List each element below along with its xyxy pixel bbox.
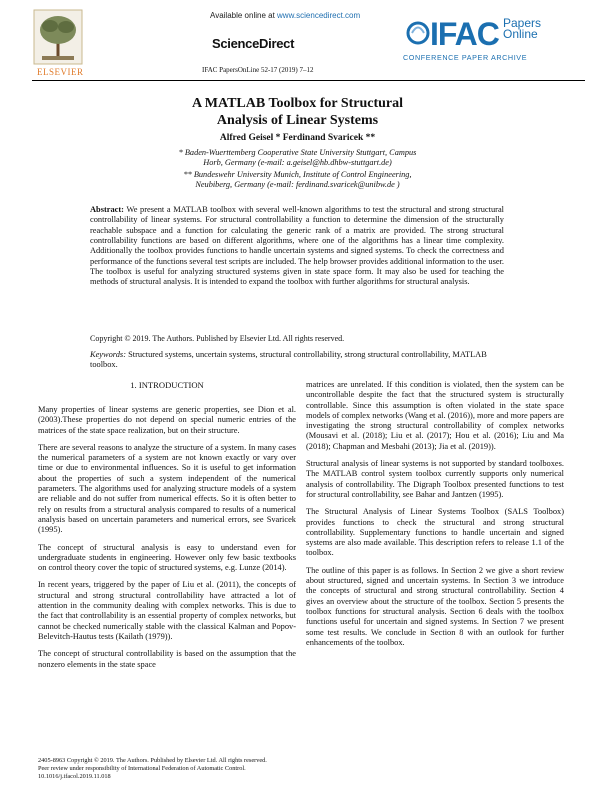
elsevier-wordmark: ELSEVIER xyxy=(37,67,84,77)
paragraph: The outline of this paper is as follows. In Section 2 we give a short review about structured, signed and uncertain systems. In Section 3 we introduce the concepts of structural and strong structural controllability. Section 4 gives an overview about the structure of the toolbox. Section 5 presents the toolbox functions for structural analysis. Section 6 deals with the toolbox functions useful for uncertain and signed systems. In Section 7 we present some test results. We conclude in Section 8 with an outlook for further enhancements of the toolbox. xyxy=(306,565,564,647)
section-heading-introduction: 1. INTRODUCTION xyxy=(130,380,204,390)
title-line-1: A MATLAB Toolbox for Structural xyxy=(191,96,404,111)
paragraph: Structural analysis of linear systems is not supported by standard toolboxes. The MATLAB control system toolbox currently supports only numerical analysis of controllability. The Digraph Toolbox presented functions to test for structural controllability, see Bahar and Jantzen (1995). xyxy=(306,459,564,499)
affiliation-2 xyxy=(0,170,595,191)
keywords-text: Structured systems, uncertain systems, structural controllability, strong structural controllability, MATLAB toolbox. xyxy=(90,350,487,370)
abstract-text: We present a MATLAB toolbox with several well-known algorithms to test the structural and strong structural controllability of linear systems. For structural controllability a function to determine the dimension of the structurally reachable subspace and a function for calculating the generic rank of a matrix are provided. The strong structural controllability functions are based on different algorithms, where one of the algorithms has a linear time complexity. Additionally the toolbox provides functions to handle uncertain systems and signed systems. To check the correctness and performance of the functions several test scripts are included. The help browser provides additional information to the user. The toolbox is useful for analyzing structured systems given in state space form. It may also be used for teaching the methods of structural analysis. It is intended to expand the toolbox with further algorithms for structural analysis. xyxy=(90,205,505,287)
paragraph: The concept of structural controllability is based on the assumption that the nonzero elements in the state space xyxy=(38,649,296,669)
title-line-2: Analysis of Linear Systems xyxy=(216,113,379,128)
available-online-text xyxy=(210,11,360,20)
paragraph: matrices are unrelated. If this condition is violated, then the system can be uncontrollable despite the fact that the structured system is structurally controllable. Since this assumption is often violated in the state space models of complex networks (Wang et al. (2016)), more and more papers are investigating the strong structural controllability of complex networks (Mousavi et al. (2018); Liu et al. (2017); Hou et al. (2016); Liu and Ma (2018); Chapman and Mesbahi (2013); Jia et al. (2019)). xyxy=(306,380,564,451)
abstract xyxy=(90,205,504,288)
footer-line-1: 2405-8963 Copyright © 2019. The Authors. Published by Elsevier Ltd. All rights reserved. xyxy=(38,757,267,764)
authors: Alfred Geisel * Ferdinand Svaricek ** xyxy=(219,133,376,143)
ifac-swirl-icon xyxy=(406,18,430,48)
left-column xyxy=(38,405,296,677)
aff1-line-2: Horb, Germany (e-mail: a.geisel@hb.dhbw-stuttgart.de) xyxy=(203,158,392,168)
paragraph: The Structural Analysis of Linear Systems Toolbox (SALS Toolbox) provides functions to check the structural and strong structural controllability. Supplementary functions to handle uncertain and signed systems are also made available. This description refers to release 1.1 of the toolbox. xyxy=(306,507,564,558)
footer xyxy=(38,757,438,781)
available-prefix: Available online at xyxy=(210,11,275,20)
aff2-line-2: Neubiberg, Germany (e-mail: ferdinand.svaricek@unibw.de ) xyxy=(195,180,400,190)
elsevier-tree-logo xyxy=(32,8,84,68)
ifac-papers-word: Papers xyxy=(503,16,542,30)
paper-title xyxy=(0,95,595,129)
sciencedirect-link[interactable]: www.sciencedirect.com xyxy=(277,11,361,20)
copyright-notice: Copyright © 2019. The Authors. Published by Elsevier Ltd. All rights reserved. xyxy=(90,334,345,343)
ifac-online-word: Online xyxy=(503,27,538,41)
ifac-archive-text: CONFERENCE PAPER ARCHIVE xyxy=(403,53,528,62)
journal-reference: IFAC PapersOnLine 52-17 (2019) 7–12 xyxy=(202,66,314,74)
header-rule xyxy=(32,80,585,81)
ifac-logo: IFAC xyxy=(430,16,499,52)
footer-doi[interactable]: 10.1016/j.ifacol.2019.11.018 xyxy=(38,773,111,780)
keywords xyxy=(90,350,504,371)
keywords-label: Keywords: xyxy=(90,350,126,359)
abstract-label: Abstract: xyxy=(90,205,124,214)
ifac-papers-online xyxy=(503,18,541,40)
paragraph: The concept of structural analysis is easy to understand even for undergraduate students in engineering. However only few basic textbooks on control theory cover the topic of structured systems, e.g. Lunze (2014). xyxy=(38,542,296,573)
affiliation-1 xyxy=(0,148,595,169)
aff1-line-1: * Baden-Wuerttemberg Cooperative State University Stuttgart, Campus xyxy=(178,148,417,157)
aff2-line-1: ** Bundeswehr University Munich, Institute of Control Engineering, xyxy=(183,170,412,179)
sciencedirect-logo: ScienceDirect xyxy=(212,36,295,51)
footer-line-2: Peer review under responsibility of International Federation of Automatic Control. xyxy=(38,765,246,772)
paragraph: Many properties of linear systems are generic properties, see Dion et al. (2003).These properties do not depend on special numeric entries of the matrices of the state space realization, but on their structure. xyxy=(38,405,296,435)
right-column xyxy=(306,380,564,655)
paragraph: There are several reasons to analyze the structure of a system. In many cases the numerical parameters of a system are not known exactly or vary over time or due to environmental influences. So it is useful to get information about the properties of such a system independent of the numerical parameters. The algorithms used for analyzing structure models of a system are reliable and do not suffer from numerical effects. So it is often better to rely on results from a structural analysis compared to results of a numerical analysis based on uncertain parameters and numerical errors, see Svaricek (1995). xyxy=(38,442,296,535)
paragraph: In recent years, triggered by the paper of Liu et al. (2011), the concepts of structural and strong structural controllability have attracted a lot of attention in the community dealing with complex networks. This is due to the fact that controllability is an essential property of complex networks, but cannot be checked numerically stable with the classical Kalman and Popov-Belevitch-Hautus tests (Kailath (1979)). xyxy=(38,580,296,641)
